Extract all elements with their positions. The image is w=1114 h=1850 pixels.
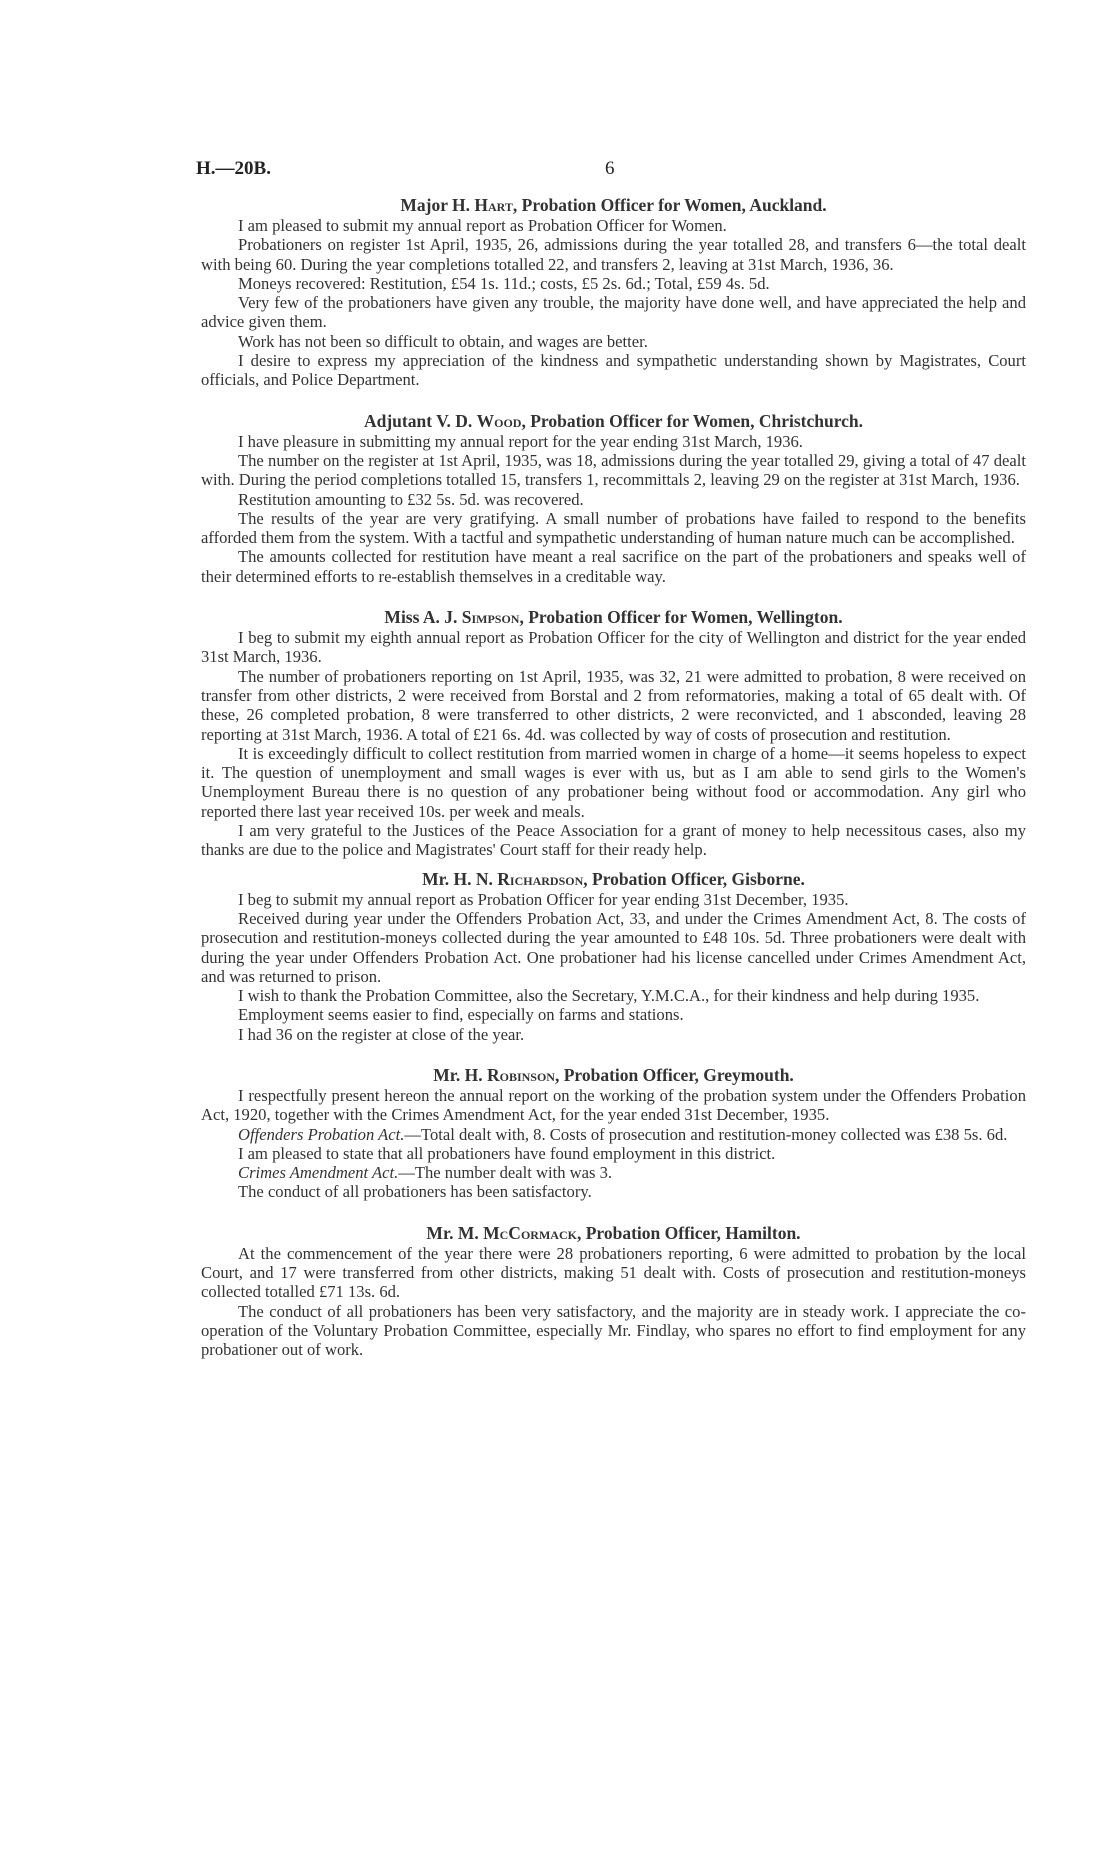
officer-title: Adjutant V. D. (363, 410, 477, 431)
report-paragraph: Moneys recovered: Restitution, £54 1s. 11d.; costs, £5 2s. 6d.; Total, £59 4s. 5d. (238, 273, 770, 293)
officer-surname: Robinson (486, 1064, 555, 1085)
report-paragraph: Restitution amounting to £32 5s. 5d. was recovered. (238, 489, 584, 509)
report-paragraph: The number of probationers reporting on 1st April, 1935, was 32, 21 were admitted to probation, 8 were received on transfer from other districts, 2 were received from Borstal and 2 from reformatories, making a total of 65 dealt with. Of these, 26 completed probation, 8 were transferred to other districts, 2 were reconvicted, and 1 absconded, leaving 28 reporting at 31st March, 1936. A total of £21 6s. 4d. was collected by way of costs of prosecution and restitution. (201, 666, 1026, 744)
section-gap (201, 390, 1026, 410)
officer-surname: Hart (474, 195, 513, 215)
officer-title: Miss A. J. (384, 607, 462, 628)
report-paragraph: I beg to submit my annual report as Probation Officer for year ending 31st December, 1935. (238, 889, 849, 909)
officer-title: Mr. M. (426, 1222, 484, 1243)
section-heading (201, 1222, 1026, 1244)
officer-surname: McCormack (483, 1222, 577, 1243)
report-paragraph: Employment seems easier to find, especially on farms and stations. (238, 1005, 684, 1025)
officer-role: , Probation Officer for Women, Christchurch. (521, 410, 864, 431)
act-detail: —Total dealt with, 8. Costs of prosecution and restitution-money collected was £38 5s. 6d. (404, 1124, 1008, 1144)
section-heading (201, 410, 1026, 432)
section-gap (201, 586, 1026, 606)
report-paragraph (201, 1125, 1026, 1144)
act-detail: —The number dealt with was 3. (398, 1163, 613, 1183)
act-title: Offenders Probation Act. (238, 1124, 405, 1144)
section-gap (201, 1044, 1026, 1064)
report-paragraph: Very few of the probationers have given any trouble, the majority have done well, and have appreciated the help and advice given them. (201, 293, 1026, 332)
report-paragraph: I had 36 on the register at close of the year. (238, 1024, 525, 1044)
officer-surname: Richardson (497, 868, 584, 889)
report-paragraph (201, 1163, 1026, 1182)
officer-title: Major H. (400, 195, 475, 215)
officer-role: , Probation Officer, Greymouth. (554, 1064, 794, 1085)
officer-role: , Probation Officer, Gisborne. (583, 868, 805, 889)
report-paragraph: I respectfully present hereon the annual report on the working of the probation system under the Offenders Probation Act, 1920, together with the Crimes Amendment Act, for the year ended 31st December, 1935. (201, 1085, 1026, 1125)
report-paragraph: I beg to submit my eighth annual report as Probation Officer for the city of Wellington and district for the year ended 31st March, 1936. (201, 628, 1026, 667)
report-paragraph: The results of the year are very gratifying. A small number of probations have failed to respond to the benefits afforded them from the system. With a tactful and sympathetic understanding of human nature much can be accomplished. (201, 508, 1026, 548)
report-paragraph: The conduct of all probationers has been very satisfactory, and the majority are in steady work. I appreciate the co-operation of the Voluntary Probation Committee, especially Mr. Findlay, who spares no effort to find employment for any probationer out of work. (201, 1301, 1026, 1360)
officer-surname: Simpson (461, 607, 520, 628)
officer-role: , Probation Officer for Women, Auckland. (512, 195, 827, 215)
report-paragraph: Received during year under the Offenders Probation Act, 33, and under the Crimes Amendment Act, 8. The costs of prosecution and restitution-moneys collected during the year amounted to £48 10s. 5d. Three probationers were dealt with during the year under Offenders Probation Act. One probationer had his license cancelled under Crimes Amendment Act, and was returned to prison. (201, 908, 1026, 986)
officer-role: , Probation Officer, Hamilton. (576, 1222, 801, 1243)
report-paragraph: At the commencement of the year there were 28 probationers reporting, 6 were admitted to probation by the local Court, and 17 were transferred from other districts, making 51 dealt with. Costs of prosecution and restitution-moneys collected totalled £71 13s. 6d. (201, 1243, 1026, 1302)
report-paragraph: I am pleased to state that all probationers have found employment in this district. (238, 1143, 776, 1163)
report-paragraph: Probationers on register 1st April, 1935, 26, admissions during the year totalled 28, and transfers 6—the total dealt with being 60. During the year completions totalled 22, and transfers 2, leaving at 31st March, 1936, 36. (201, 235, 1026, 274)
section-gap (201, 1202, 1026, 1222)
report-paragraph: I have pleasure in submitting my annual report for the year ending 31st March, 1936. (238, 431, 803, 451)
section-heading (201, 868, 1026, 890)
document-reference: H.—20B. (196, 158, 271, 179)
report-paragraph: I desire to express my appreciation of the kindness and sympathetic understanding shown by Magistrates, Court officials, and Police Department. (201, 351, 1026, 390)
section-heading (201, 194, 1026, 216)
officer-role: , Probation Officer for Women, Wellington. (519, 607, 843, 628)
report-paragraph: The conduct of all probationers has been satisfactory. (238, 1182, 592, 1202)
section-heading (201, 1064, 1026, 1086)
officer-title: Mr. H. N. (422, 868, 498, 889)
report-paragraph: Work has not been so difficult to obtain, and wages are better. (238, 331, 648, 351)
page-header (0, 158, 1114, 188)
report-paragraph: I am pleased to submit my annual report as Probation Officer for Women. (238, 216, 727, 235)
section-gap (201, 860, 1026, 868)
report-paragraph: I wish to thank the Probation Committee, also the Secretary, Y.M.C.A., for their kindness and help during 1935. (238, 986, 980, 1006)
page-number: 6 (605, 158, 615, 179)
report-paragraph: It is exceedingly difficult to collect restitution from married women in charge of a home—it seems hopeless to expect it. The question of unemployment and small wages is ever with us, but as I am able to send girls to the Women's Unemployment Bureau there is no question of any probationer being without food or accommodation. Any girl who reported there last year received 10s. per week and meals. (201, 743, 1026, 821)
section-heading (201, 606, 1026, 628)
report-body (201, 194, 1026, 1360)
officer-surname: Wood (476, 410, 522, 431)
report-paragraph: The amounts collected for restitution have meant a real sacrifice on the part of the probationers and speaks well of their determined efforts to re-establish themselves in a creditable way. (201, 547, 1026, 586)
officer-title: Mr. H. (433, 1064, 487, 1085)
report-paragraph: The number on the register at 1st April, 1935, was 18, admissions during the year totalled 29, giving a total of 47 dealt with. During the period completions totalled 15, transfers 1, recommittals 2, leaving 29 on the register at 31st March, 1936. (201, 450, 1026, 490)
act-title: Crimes Amendment Act. (238, 1163, 399, 1183)
report-paragraph: I am very grateful to the Justices of the Peace Association for a grant of money to help necessitous cases, also my thanks are due to the police and Magistrates' Court staff for their ready help. (201, 821, 1026, 860)
